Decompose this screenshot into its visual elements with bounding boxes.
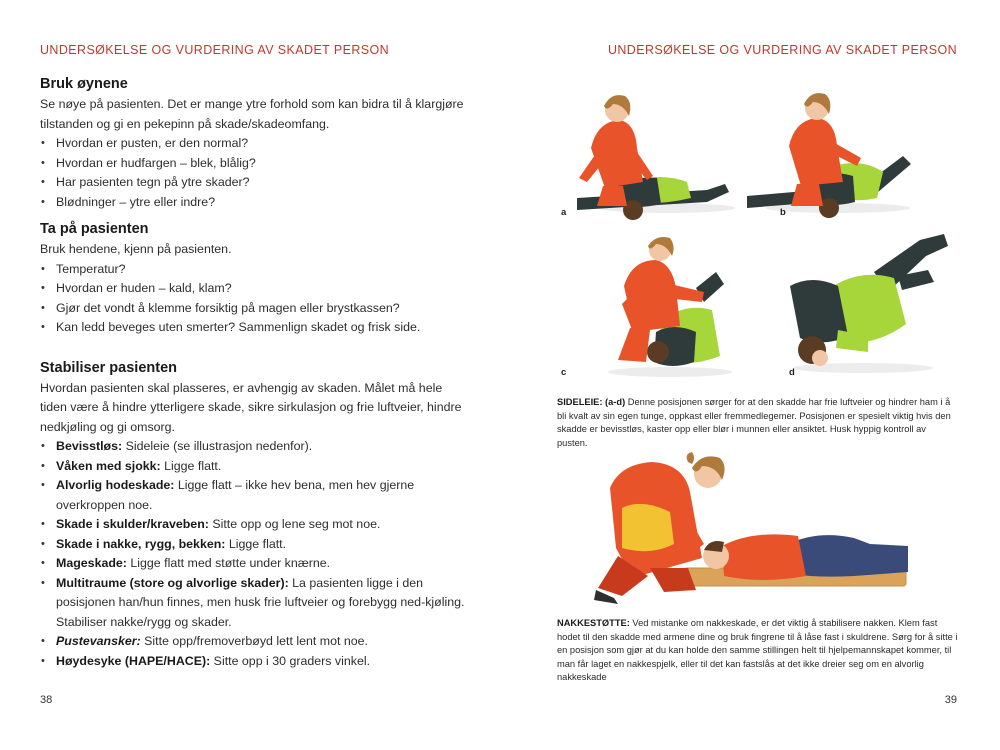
illustration-rescuer-kneeling-b [743,86,916,224]
section-heading: Ta på pasienten [40,221,149,237]
list-item [40,652,470,672]
list-item: • Kan ledd beveges uten smerter? Sammenlign skadet og frisk side. [40,318,470,338]
section-heading: Bruk øynene [40,76,128,92]
list-item: • Har pasienten tegn på ytre skader? [40,173,470,193]
list-item [40,574,470,633]
list-item-text: Sitte opp og lene seg mot noe. [208,517,381,531]
list-item-text: Ligge flatt – ikke hev bena, men hev gjerne overkroppen noe. [56,478,415,512]
photo-label-d: d [789,367,795,378]
photo-label-b: b [780,207,786,218]
list-item-term: Mageskade: [56,556,127,570]
bullet-list [40,437,470,671]
running-head-left: UNDERSØKELSE OG VURDERING AV SKADET PERSON [40,43,390,57]
page-number-right: 39 [944,694,957,706]
section-intro: Bruk hendene, kjenn på pasienten. [40,242,232,256]
caption-text: Denne posisjonen sørger for at den skadde har frie luftveier og hindrer ham i å bli kvalt av sin egen tunge, oppkast eller fremmedlegemer. Posisjonen er spesielt viktig hvis den skadde er bevisstløs, kaster opp eller blør i munnen eller ansiktet. Husk hyppig kontroll av pusten. [557,397,951,448]
list-item-text: Sitte opp i 30 graders vinkel. [210,653,371,668]
list-item [40,476,470,515]
illustration-rescuer-rolling-c [600,232,738,382]
list-item [40,437,470,457]
list-item [40,554,470,574]
photo-neck-support [592,448,910,608]
section-intro: Se nøye på pasienten. Det er mange ytre forhold som kan bidra til å klargjøre tilstanden og gi en pekepinn på skade/skadeomfang. [40,97,464,131]
list-item: • Blødninger – ytre eller indre? [40,193,470,213]
caption-text: Ved mistanke om nakkeskade, er det viktig å stabilisere nakken. Klem fast hodet til den skadde med armene dine og bruk fingrene til å låse fast i skuldrene. Sørg for å sitte i en posisjon som gjør at du kan holde den samme stillingen helt til hjelpemannskapet kommer, til man får laget en nakkespjelk, eller til det kan fastslås at det ikke dreier seg om en alvorlig nakkeskade [557,618,958,683]
photo-recovery-position-c [600,232,738,382]
section-bruk-oynene [40,76,470,212]
illustration-rescuer-kneeling-a [557,86,737,224]
list-item: • Hvordan er hudfargen – blek, blålig? [40,154,470,174]
bullet-list [40,134,470,212]
page-number-left: 38 [40,694,53,706]
list-item-text: Sideleie (se illustrasjon nedenfor). [122,439,313,453]
photo-label-a: a [561,207,567,218]
section-ta-pa-pasienten [40,221,470,338]
caption-heading: SIDELEIE: (a-d) [557,397,626,407]
photo-recovery-position-b [743,86,916,224]
section-stabiliser-pasienten [40,360,470,672]
list-item-text: La pasienten ligge i den posisjonen han/hun finnes, men husk frie luftveier og forebygg ned-kjøling. Stabiliser nakke/rygg og skader. [56,575,465,629]
photo-recovery-position-d [778,226,948,376]
list-item [40,515,470,535]
list-item-term: Skade i skulder/kraveben: [56,517,209,531]
list-item: • Hvordan er pusten, er den normal? [40,134,470,154]
photo-label-c: c [561,367,567,378]
section-intro: Hvordan pasienten skal plasseres, er avhengig av skaden. Målet må hele tiden være å hindre ytterligere skade, sikre sirkulasjon og frie luftveier, hindre nedkjøling og gi omsorg. [40,380,462,434]
left-content [40,76,470,671]
bullet-list [40,260,470,338]
section-heading: Stabiliser pasienten [40,359,177,376]
list-item-text: Ligge flatt med støtte under knærne. [126,556,331,570]
list-item-term: Multitraume (store og alvorlige skader): [56,575,289,590]
list-item-term: Våken med sjokk: [56,458,161,473]
list-item [40,632,470,652]
list-item-term: Bevisstløs: [56,439,123,453]
illustration-neck-support [592,448,910,608]
list-item-text: Sitte opp/fremoverbøyd lett lent mot noe. [140,634,368,648]
list-item-term: Alvorlig hodeskade: [56,478,175,492]
list-item-term: Pustevansker: [56,634,141,648]
caption-heading: NAKKESTØTTE: [557,618,630,628]
list-item: • Temperatur? [40,260,470,280]
list-item: • Hvordan er huden – kald, klam? [40,279,470,299]
caption-nakkestotte [557,617,959,685]
list-item-term: Høydesyke (HAPE/HACE): [56,653,211,668]
list-item-text: Ligge flatt. [160,458,222,473]
caption-sideleie [557,396,959,450]
illustration-recovery-position-d [778,226,948,376]
list-item [40,457,470,477]
list-item [40,535,470,555]
running-head-right: UNDERSØKELSE OG VURDERING AV SKADET PERSON [607,43,957,57]
list-item: • Gjør det vondt å klemme forsiktig på magen eller brystkassen? [40,299,470,319]
photo-recovery-position-a [557,86,737,224]
list-item-term: Skade i nakke, rygg, bekken: [56,536,226,551]
list-item-text: Ligge flatt. [225,536,287,551]
